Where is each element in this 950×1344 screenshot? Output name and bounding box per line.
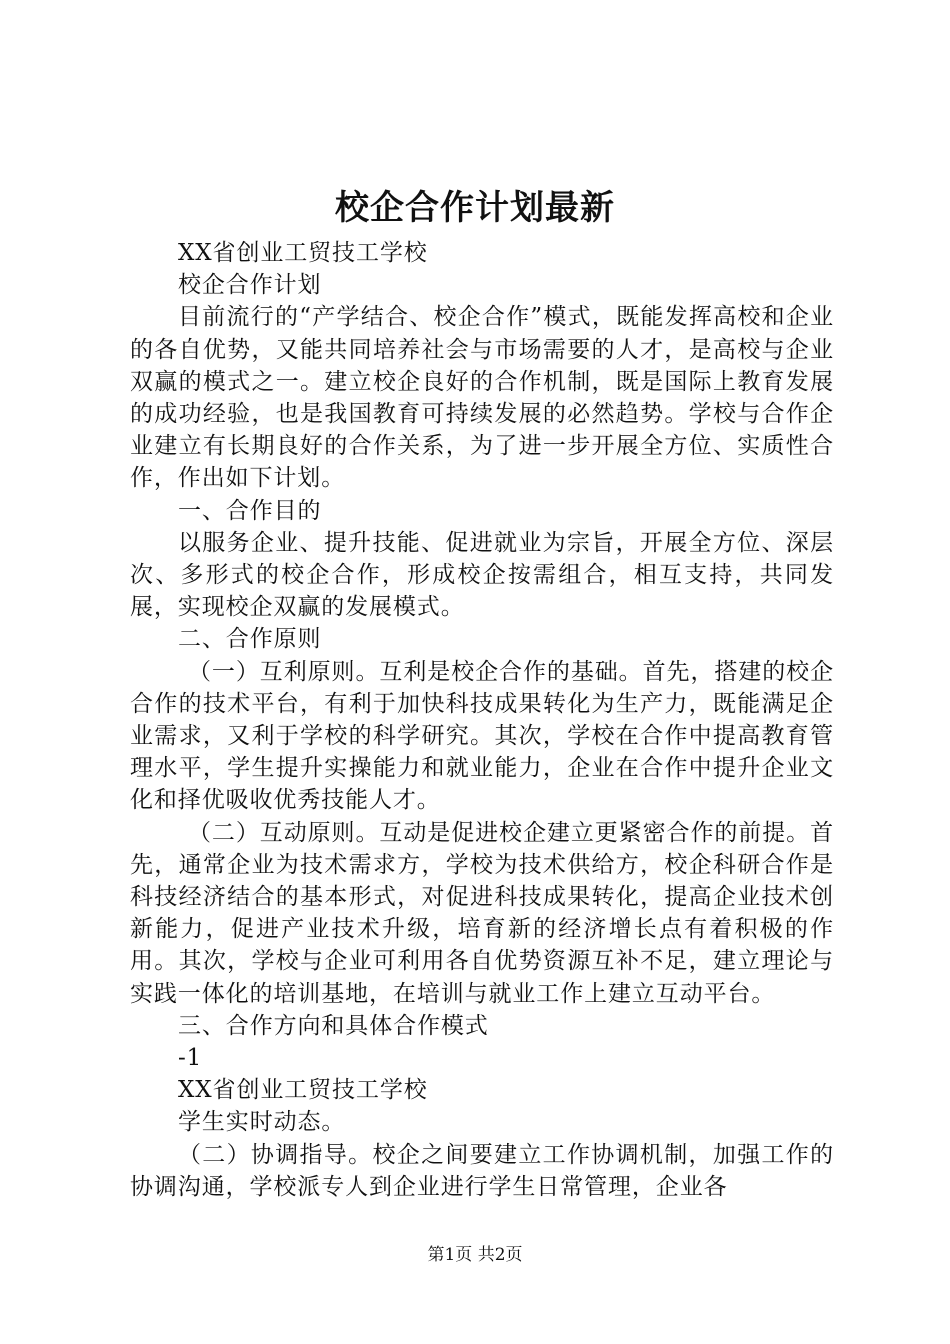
- school-name-line-repeat: XX省创业工贸技工学校: [178, 1077, 428, 1104]
- purpose-paragraph: 以服务企业、提升技能、促进就业为宗旨，开展全方位、深层次、多形式的校企合作，形成校企按需组合，相互支持，共同发展，实现校企双赢的发展模式。: [130, 529, 834, 621]
- page-footer: 第1页 共2页: [427, 1245, 523, 1265]
- principle-interaction: （二）互动原则。互动是促进校企建立更紧密合作的前提。首先，通常企业为技术需求方，学校为技术供给方，校企科研合作是科技经济结合的基本形式，对促进科技成果转化，提高企业技术创新能力，促进产业技术升级，培育新的经济增长点有着积极的作用。其次，学校与企业可利用各自优势资源互补不足，建立理论与实践一体化的培训基地，在培训与就业工作上建立互动平台。: [130, 819, 834, 1007]
- plan-subtitle: 校企合作计划: [178, 272, 322, 299]
- coordination-paragraph: （二）协调指导。校企之间要建立工作协调机制，加强工作的协调沟通，学校派专人到企业进行学生日常管理，企业各: [130, 1141, 834, 1200]
- document-body: [130, 237, 834, 1203]
- intro-paragraph: 目前流行的“产学结合、校企合作”模式，既能发挥高校和企业的各自优势，又能共同培养社会与市场需要的人才，是高校与企业双赢的模式之一。建立校企良好的合作机制，既是国际上教育发展的成功经验，也是我国教育可持续发展的必然趋势。学校与合作企业建立有长期良好的合作关系，为了进一步开展全方位、实质性合作，作出如下计划。: [130, 304, 834, 492]
- inline-page-marker: -1: [178, 1045, 203, 1072]
- principle-mutual-benefit: （一）互利原则。互利是校企合作的基础。首先，搭建的校企合作的技术平台，有利于加快科技成果转化为生产力，既能满足企业需求，又利于学校的科学研究。其次，学校在合作中提高教育管理水平，学生提升实操能力和就业能力，企业在合作中提升企业文化和择优吸收优秀技能人才。: [130, 658, 834, 814]
- section-heading-purpose: 一、合作目的: [178, 497, 322, 524]
- school-name-line: XX省创业工贸技工学校: [178, 240, 428, 266]
- section-heading-direction: 三、合作方向和具体合作模式: [178, 1012, 489, 1039]
- student-status-line: 学生实时动态。: [178, 1109, 346, 1136]
- page-title: 校企合作计划最新: [335, 188, 615, 228]
- section-heading-principles: 二、合作原则: [178, 626, 322, 653]
